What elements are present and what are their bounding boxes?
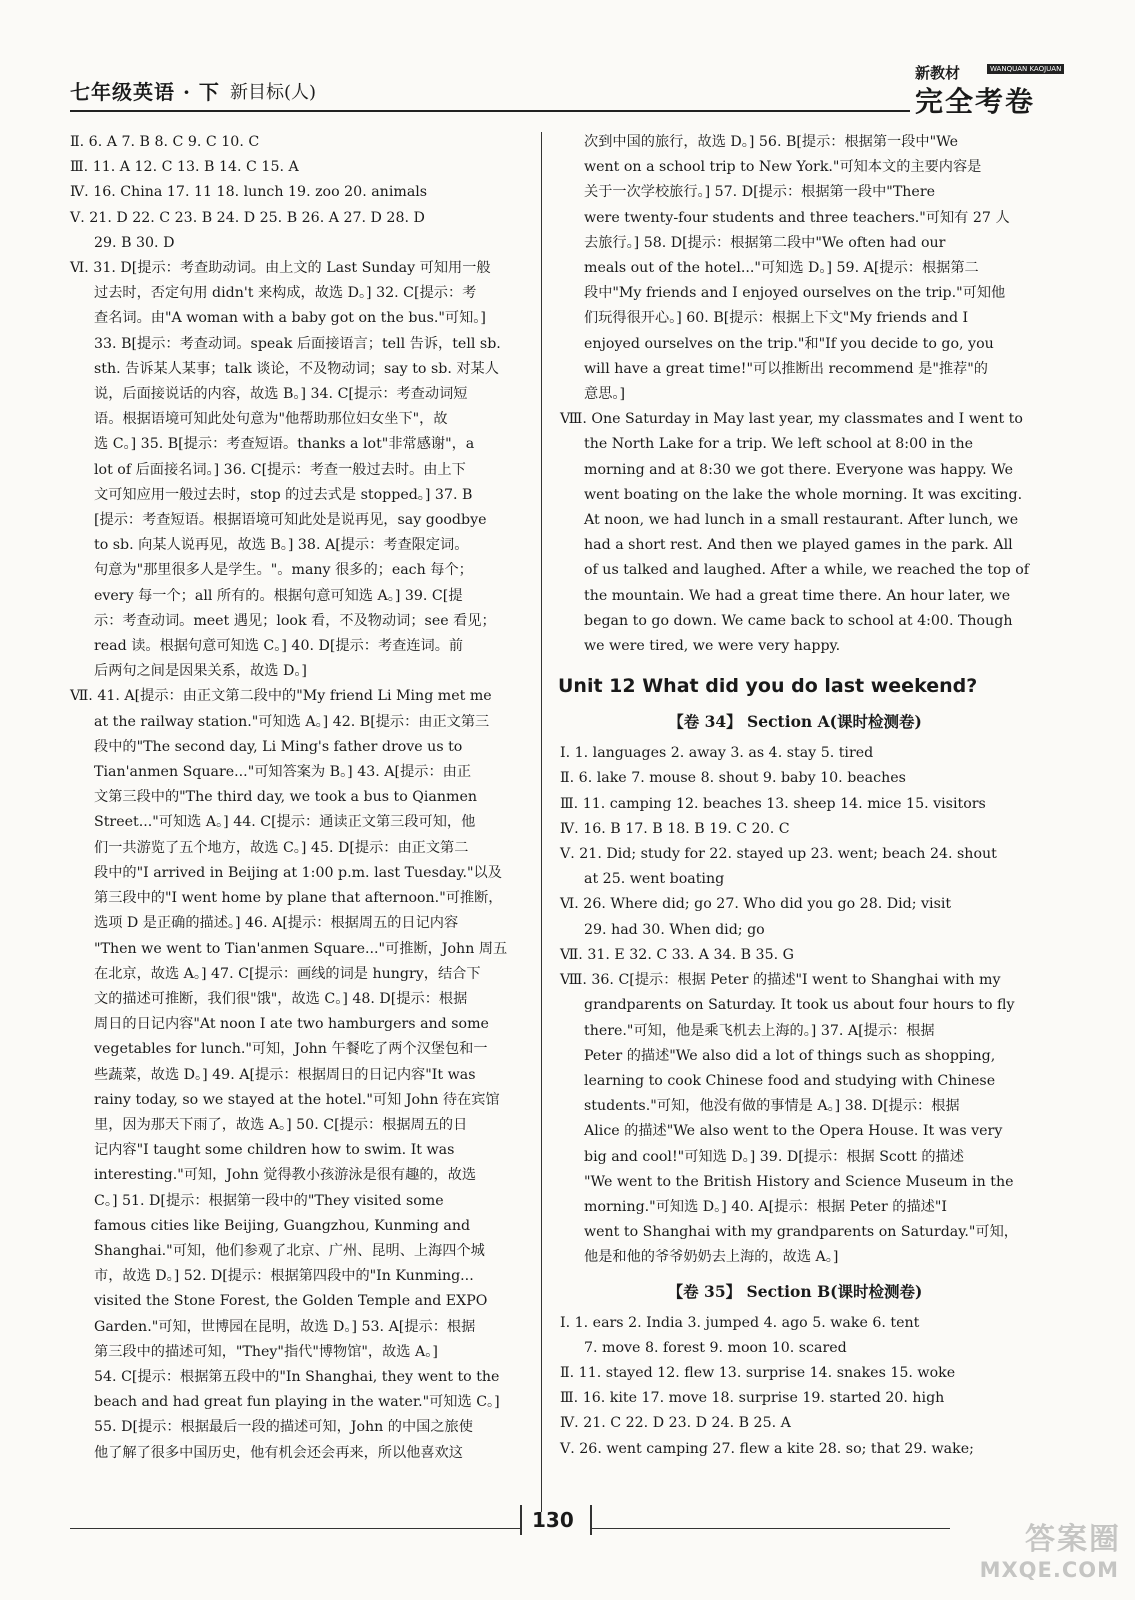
answer-line: Street..."可知选 A。] 44. C[提示：通读正文第三段可知，他 — [94, 814, 476, 831]
answer-line: C。] 51. D[提示：根据第一段中的"They visited some — [94, 1192, 444, 1209]
answer-line: 说，后面接说话的内容，故选 B。] 34. C[提示：考查动词短 — [94, 386, 468, 403]
answer-line: to sb. 向某人说再见，故选 B。] 38. A[提示：考查限定词。 — [94, 537, 469, 554]
answer-line: 记内容"I taught some children how to swim. It was — [94, 1142, 455, 1159]
answer-line: enjoyed ourselves on the trip."和"If you decide to go, you — [584, 335, 994, 352]
answer-line: 意思。] — [584, 386, 625, 403]
answer-line: interesting."可知，John 觉得教小孩游泳是很有趣的，故选 — [94, 1167, 477, 1184]
answer-line: Ⅴ. 26. went camping 27. flew a kite 28. so; that 29. wake; — [560, 1440, 974, 1457]
answer-line: Ⅲ. 11. camping 12. beaches 13. sheep 14. mice 15. visitors — [560, 795, 986, 812]
answer-line: "Then we went to Tian'anmen Square..."可推断，John 周五 — [94, 940, 508, 957]
answer-line: Tian'anmen Square..."可知答案为 B。] 43. A[提示：由正 — [94, 764, 472, 781]
writing-line: At noon, we had lunch in a small restaurant. After lunch, we — [584, 512, 1019, 529]
answer-line: rainy today, so we stayed at the hotel."可知 John 待在宾馆 — [94, 1091, 500, 1108]
answer-line: Garden."可知，世博园在昆明，故选 D。] 53. A[提示：根据 — [94, 1318, 476, 1335]
writing-line: morning and at 8:30 we got there. Everyone was happy. We — [584, 461, 1013, 478]
answer-line: 查名词。由"A woman with a baby got on the bus."可知。] — [94, 310, 486, 327]
answer-line: 们一共游览了五个地方，故选 C。] 45. D[提示：由正文第二 — [94, 839, 469, 856]
answer-line: at the railway station."可知选 A。] 42. B[提示：由正文第三 — [94, 713, 490, 730]
answer-line: were twenty-four students and three teachers."可知有 27 人 — [584, 209, 1010, 226]
answer-line: 他了解了很多中国历史，他有机会还会再来，所以他喜欢这 — [94, 1444, 463, 1461]
answer-line: at 25. went boating — [584, 871, 725, 888]
column-divider — [541, 132, 542, 1512]
answer-line: Ⅳ. 21. C 22. D 23. D 24. B 25. A — [560, 1415, 791, 1432]
writing-line: the North Lake for a trip. We left school at 8:00 in the — [584, 436, 974, 453]
answer-line: Alice 的描述"We also went to the Opera House. It was very — [584, 1123, 1003, 1140]
answer-line: Ⅵ. 26. Where did; go 27. Who did you go 28. Did; visit — [560, 896, 952, 913]
answer-line: 选项 D 是正确的描述。] 46. A[提示：根据周五的日记内容 — [94, 915, 459, 932]
header-rule — [70, 110, 910, 112]
answer-line: Ⅴ. 21. Did; study for 22. stayed up 23. went; beach 24. shout — [560, 846, 997, 863]
answer-line: 市，故选 D。] 52. D[提示：根据第四段中的"In Kunming... — [94, 1268, 474, 1285]
answer-line: students."可知，他没有做的事情是 A。] 38. D[提示：根据 — [584, 1098, 960, 1115]
brand-big-text: 完全考卷 — [915, 85, 1036, 118]
answer-line: Ⅲ. 16. kite 17. move 18. surprise 19. started 20. high — [560, 1390, 945, 1407]
answer-line: every 每一个；all 所有的。根据句意可知选 A。] 39. C[提 — [94, 587, 463, 604]
answer-line: 文第三段中的"The third day, we took a bus to Qianmen — [94, 789, 478, 806]
writing-line: began to go down. We came back to school at 4:00. Though — [584, 612, 1013, 629]
watermark — [971, 1514, 1121, 1594]
answer-line: lot of 后面接名词。] 36. C[提示：考查一般过去时。由上下 — [94, 461, 466, 478]
writing-line: we were tired, we were very happy. — [584, 638, 841, 655]
answer-line: Ⅱ. 6. lake 7. mouse 8. shout 9. baby 10. beaches — [560, 770, 906, 787]
answer-line: 句意为"那里很多人是学生。"。many 很多的；each 每个； — [94, 562, 473, 579]
answer-line: 后两句之间是因果关系，故选 D。] — [94, 663, 307, 680]
writing-line: Ⅷ. One Saturday in May last year, my classmates and I went to — [560, 411, 1023, 428]
page-number: 130 — [532, 1508, 574, 1532]
answer-line: 54. C[提示：根据第五段中的"In Shanghai, they went to the — [94, 1368, 500, 1385]
answer-line: 文可知应用一般过去时，stop 的过去式是 stopped。] 37. B — [94, 486, 473, 503]
answer-line: 在北京，故选 A。] 47. C[提示：画线的词是 hungry，结合下 — [94, 965, 481, 982]
answer-line: [提示：考查短语。根据语境可知此处是说再见，say goodbye — [94, 512, 487, 529]
answer-line: big and cool!"可知选 D。] 39. D[提示：根据 Scott 的描述 — [584, 1148, 964, 1165]
footer-rule-left — [70, 1528, 520, 1529]
answer-line: Ⅱ. 6. A 7. B 8. C 9. C 10. C — [70, 134, 260, 150]
answer-line: 段中的"I arrived in Beijing at 1:00 p.m. last Tuesday."以及 — [94, 864, 502, 881]
unit-heading: Unit 12 What did you do last weekend? — [558, 675, 978, 698]
answer-line: 去旅行。] 58. D[提示：根据第二段中"We often had our — [584, 234, 946, 251]
answer-line: 29. B 30. D — [94, 234, 175, 251]
section-b-heading: 【卷 35】 Section B(课时检测卷) — [667, 1281, 923, 1301]
answer-line: beach and had great fun playing in the water."可知选 C。] — [94, 1394, 500, 1411]
answer-line: grandparents on Saturday. It took us about four hours to fly — [584, 997, 1015, 1014]
answer-line: 选 C。] 35. B[提示：考查短语。thanks a lot"非常感谢"，a — [94, 436, 475, 453]
answer-line: Ⅳ. 16. China 17. 11 18. lunch 19. zoo 20. animals — [70, 184, 428, 201]
answer-line: 第三段中的"I went home by plane that afternoon."可推断， — [94, 890, 503, 907]
answer-line: 次到中国的旅行，故选 D。] 56. B[提示：根据第一段中"We — [584, 134, 958, 150]
answer-line: Peter 的描述"We also did a lot of things such as shopping, — [584, 1047, 996, 1064]
answer-line: 们玩得很开心。] 60. B[提示：根据上下文"My friends and I — [584, 310, 969, 327]
answer-line: Ⅰ. 1. languages 2. away 3. as 4. stay 5. tired — [560, 745, 874, 762]
answer-line: 他是和他的爷爷奶奶去上海的，故选 A。] — [584, 1249, 839, 1266]
answer-line: Ⅲ. 11. A 12. C 13. B 14. C 15. A — [70, 159, 299, 176]
answer-line: 文的描述可推断，我们很"饿"，故选 C。] 48. D[提示：根据 — [94, 990, 468, 1007]
answer-line: 里，因为那天下雨了，故选 A。] 50. C[提示：根据周五的日 — [94, 1116, 468, 1133]
answer-line: visited the Stone Forest, the Golden Temple and EXPO — [94, 1293, 488, 1310]
answer-line: Ⅶ. 41. A[提示：由正文第二段中的"My friend Li Ming met me — [70, 688, 492, 705]
answer-line: famous cities like Beijing, Guangzhou, Kunming and — [94, 1217, 471, 1234]
answer-line: 周日的日记内容"At noon I ate two hamburgers and some — [94, 1016, 489, 1033]
writing-line: went boating on the lake the whole morning. It was exciting. — [584, 486, 1023, 503]
footer-bar-right — [590, 1505, 592, 1535]
page-header — [70, 62, 1065, 118]
answer-line: there."可知，他是乘飞机去上海的。] 37. A[提示：根据 — [584, 1022, 935, 1039]
answer-line: Ⅱ. 11. stayed 12. flew 13. surprise 14. snakes 15. woke — [560, 1364, 956, 1381]
answer-line: will have a great time!"可以推断出 recommend 是"推荐"的 — [584, 360, 988, 377]
answer-line: Ⅶ. 31. E 32. C 33. A 34. B 35. G — [560, 946, 794, 963]
answer-line: Ⅳ. 16. B 17. B 18. B 19. C 20. C — [560, 820, 790, 837]
answer-line: 第三段中的描述可知，"They"指代"博物馆"，故选 A。] — [94, 1343, 438, 1360]
footer-rule-right — [590, 1528, 950, 1529]
answer-line: Ⅷ. 36. C[提示：根据 Peter 的描述"I went to Shanghai with my — [560, 972, 1001, 989]
watermark-logo: 答案圈 — [1025, 1522, 1121, 1557]
brand-logo — [915, 62, 1065, 118]
brand-tag: WANQUAN KAOJUAN — [987, 64, 1064, 74]
left-column — [70, 130, 520, 1466]
answer-line: learning to cook Chinese food and studying with Chinese — [584, 1072, 996, 1089]
watermark-url: MXQE.COM — [979, 1558, 1119, 1582]
answer-line: Shanghai."可知，他们参观了北京、广州、昆明、上海四个城 — [94, 1242, 485, 1259]
writing-line: the mountain. We had a great time there. An hour later, we — [584, 587, 1011, 604]
answer-line: morning."可知选 D。] 40. A[提示：根据 Peter 的描述"I — [584, 1198, 947, 1215]
answer-line: 语。根据语境可知此处句意为"他帮助那位妇女坐下"，故 — [94, 411, 448, 428]
answer-line: 些蔬菜，故选 D。] 49. A[提示：根据周日的日记内容"It was — [94, 1066, 476, 1083]
answer-line: 段中"My friends and I enjoyed ourselves on the trip."可知他 — [584, 285, 1006, 302]
answer-line: 33. B[提示：考查动词。speak 后面接语言；tell 告诉，tell sb. — [94, 335, 501, 352]
book-title: 七年级英语 · 下 — [70, 80, 220, 104]
answer-line: went to Shanghai with my grandparents on Saturday."可知， — [584, 1224, 1018, 1241]
answer-line: went on a school trip to New York."可知本文的主要内容是 — [584, 159, 982, 176]
answer-line: 关于一次学校旅行。] 57. D[提示：根据第一段中"There — [584, 184, 936, 201]
footer-bar-left — [520, 1505, 522, 1535]
answer-line: Ⅴ. 21. D 22. C 23. B 24. D 25. B 26. A 27. D 28. D — [70, 209, 425, 226]
right-column — [560, 130, 1030, 1462]
answer-line: vegetables for lunch."可知，John 午餐吃了两个汉堡包和一 — [94, 1041, 488, 1058]
brand-small-text: 新教材 — [915, 64, 961, 82]
book-edition: 新目标(人) — [230, 82, 317, 103]
answer-line: "We went to the British History and Science Museum in the — [584, 1173, 1014, 1190]
answer-line: 7. move 8. forest 9. moon 10. scared — [584, 1339, 847, 1356]
answer-line: 示：考查动词。meet 遇见；look 看，不及物动词；see 看见； — [94, 612, 496, 629]
answer-line: Ⅰ. 1. ears 2. India 3. jumped 4. ago 5. wake 6. tent — [560, 1314, 920, 1331]
answer-line: meals out of the hotel..."可知选 D。] 59. A[提示：根据第二 — [584, 260, 979, 277]
answer-line: 29. had 30. When did; go — [584, 921, 765, 938]
answer-line: sth. 告诉某人某事；talk 谈论，不及物动词；say to sb. 对某人 — [94, 360, 499, 377]
section-a-heading: 【卷 34】 Section A(课时检测卷) — [668, 712, 922, 732]
answer-line: 段中的"The second day, Li Ming's father drove us to — [94, 738, 463, 755]
answer-line: read 读。根据句意可知选 C。] 40. D[提示：考查连词。前 — [94, 638, 464, 655]
answer-line: Ⅵ. 31. D[提示：考查助动词。由上文的 Last Sunday 可知用一般 — [70, 260, 491, 277]
writing-line: of us talked and laughed. After a while, we reached the top of — [584, 562, 1030, 579]
writing-line: had a short rest. And then we played games in the park. All — [584, 537, 1013, 554]
answer-line: 55. D[提示：根据最后一段的描述可知，John 的中国之旅使 — [94, 1419, 473, 1436]
answer-line: 过去时，否定句用 didn't 来构成，故选 D。] 32. C[提示：考 — [94, 285, 477, 302]
